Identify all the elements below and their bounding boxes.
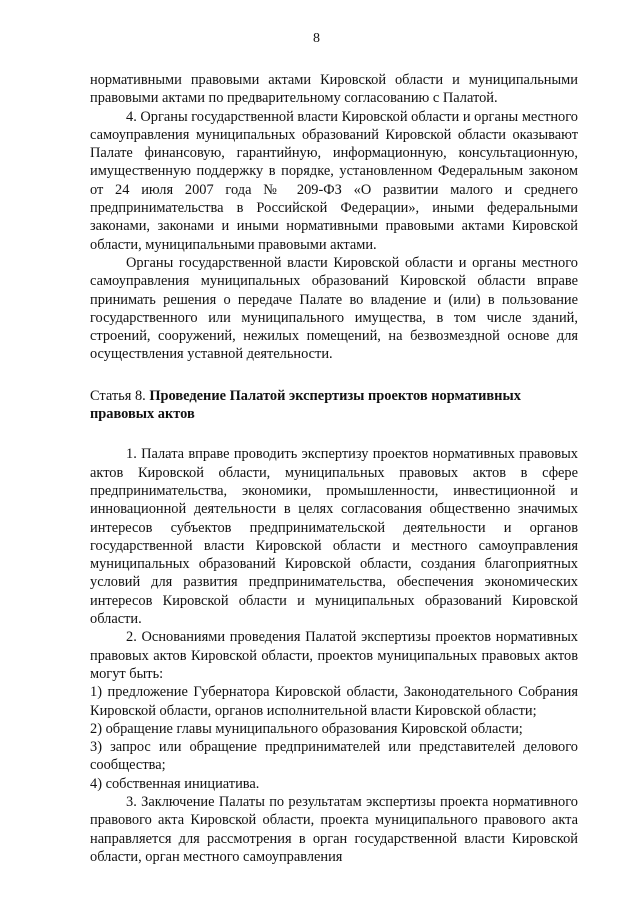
document-body xyxy=(90,71,578,866)
list-item-2: 2) обращение главы муниципального образования Кировской области; xyxy=(90,720,523,737)
article-paragraph-1: 1. Палата вправе проводить экспертизу проектов нормативных правовых актов Кировской области, муниципальных правовых актов в сфере предпринимательства, экономики, промышленности, инвестиционной и инновационной деятельности в целях согласования общественно значимых интересов субъектов предпринимательской деятельности и органов государственной власти Кировской области и местного самоуправления муниципальных образований Кировской области, создания благоприятных условий для развития предпринимательства, обеспечения экономических интересов Кировской области и муниципальных образований Кировской области. xyxy=(90,446,578,628)
paragraph-property-transfer: Органы государственной власти Кировской области и органы местного самоуправления муниципальных образований Кировской области вправе принимать решения о передаче Палате во владение и (или) в пользование государственного или муниципального имущества, в том числе зданий, строений, сооружений, нежилых помещений, на безвозмездной основе для осуществления уставной деятельности. xyxy=(90,254,578,363)
article-paragraph-3: 3. Заключение Палаты по результатам экспертизы проекта нормативного правового акта Кировской области, проекта муниципального правового акта направляется для рассмотрения в орган государственной власти Кировской области, орган местного самоуправления xyxy=(90,793,578,865)
article-prefix: Статья 8. xyxy=(90,387,146,404)
article-title: Проведение Палатой экспертизы проектов нормативных правовых актов xyxy=(90,387,521,423)
page-number: 8 xyxy=(313,31,320,46)
paragraph-item-4: 4. Органы государственной власти Кировской области и органы местного самоуправления муниципальных образований Кировской области оказывают Палате финансовую, гарантийную, информационную, консультационную, имущественную поддержку в порядке, установленном Федеральным законом от 24 июля 2007 года № 209-ФЗ «О развитии малого и среднего предпринимательства в Российской Федерации», иными федеральными законами, законами и иными нормативными правовыми актами Кировской области, муниципальными правовыми актами. xyxy=(90,108,578,253)
list-item-3: 3) запрос или обращение предпринимателей или представителей делового сообщества; xyxy=(90,739,578,774)
list-item-1: 1) предложение Губернатора Кировской области, Законодательного Собрания Кировской области, органов исполнительной власти Кировской области; xyxy=(90,684,578,719)
list-item-4: 4) собственная инициатива. xyxy=(90,775,260,792)
paragraph-continuation: нормативными правовыми актами Кировской области и муниципальными правовыми актами по предварительному согласованию с Палатой. xyxy=(90,72,578,107)
article-heading xyxy=(90,387,578,424)
article-paragraph-2: 2. Основаниями проведения Палатой экспертизы проектов нормативных правовых актов Кировской области, проектов муниципальных правовых актов могут быть: xyxy=(90,629,578,682)
